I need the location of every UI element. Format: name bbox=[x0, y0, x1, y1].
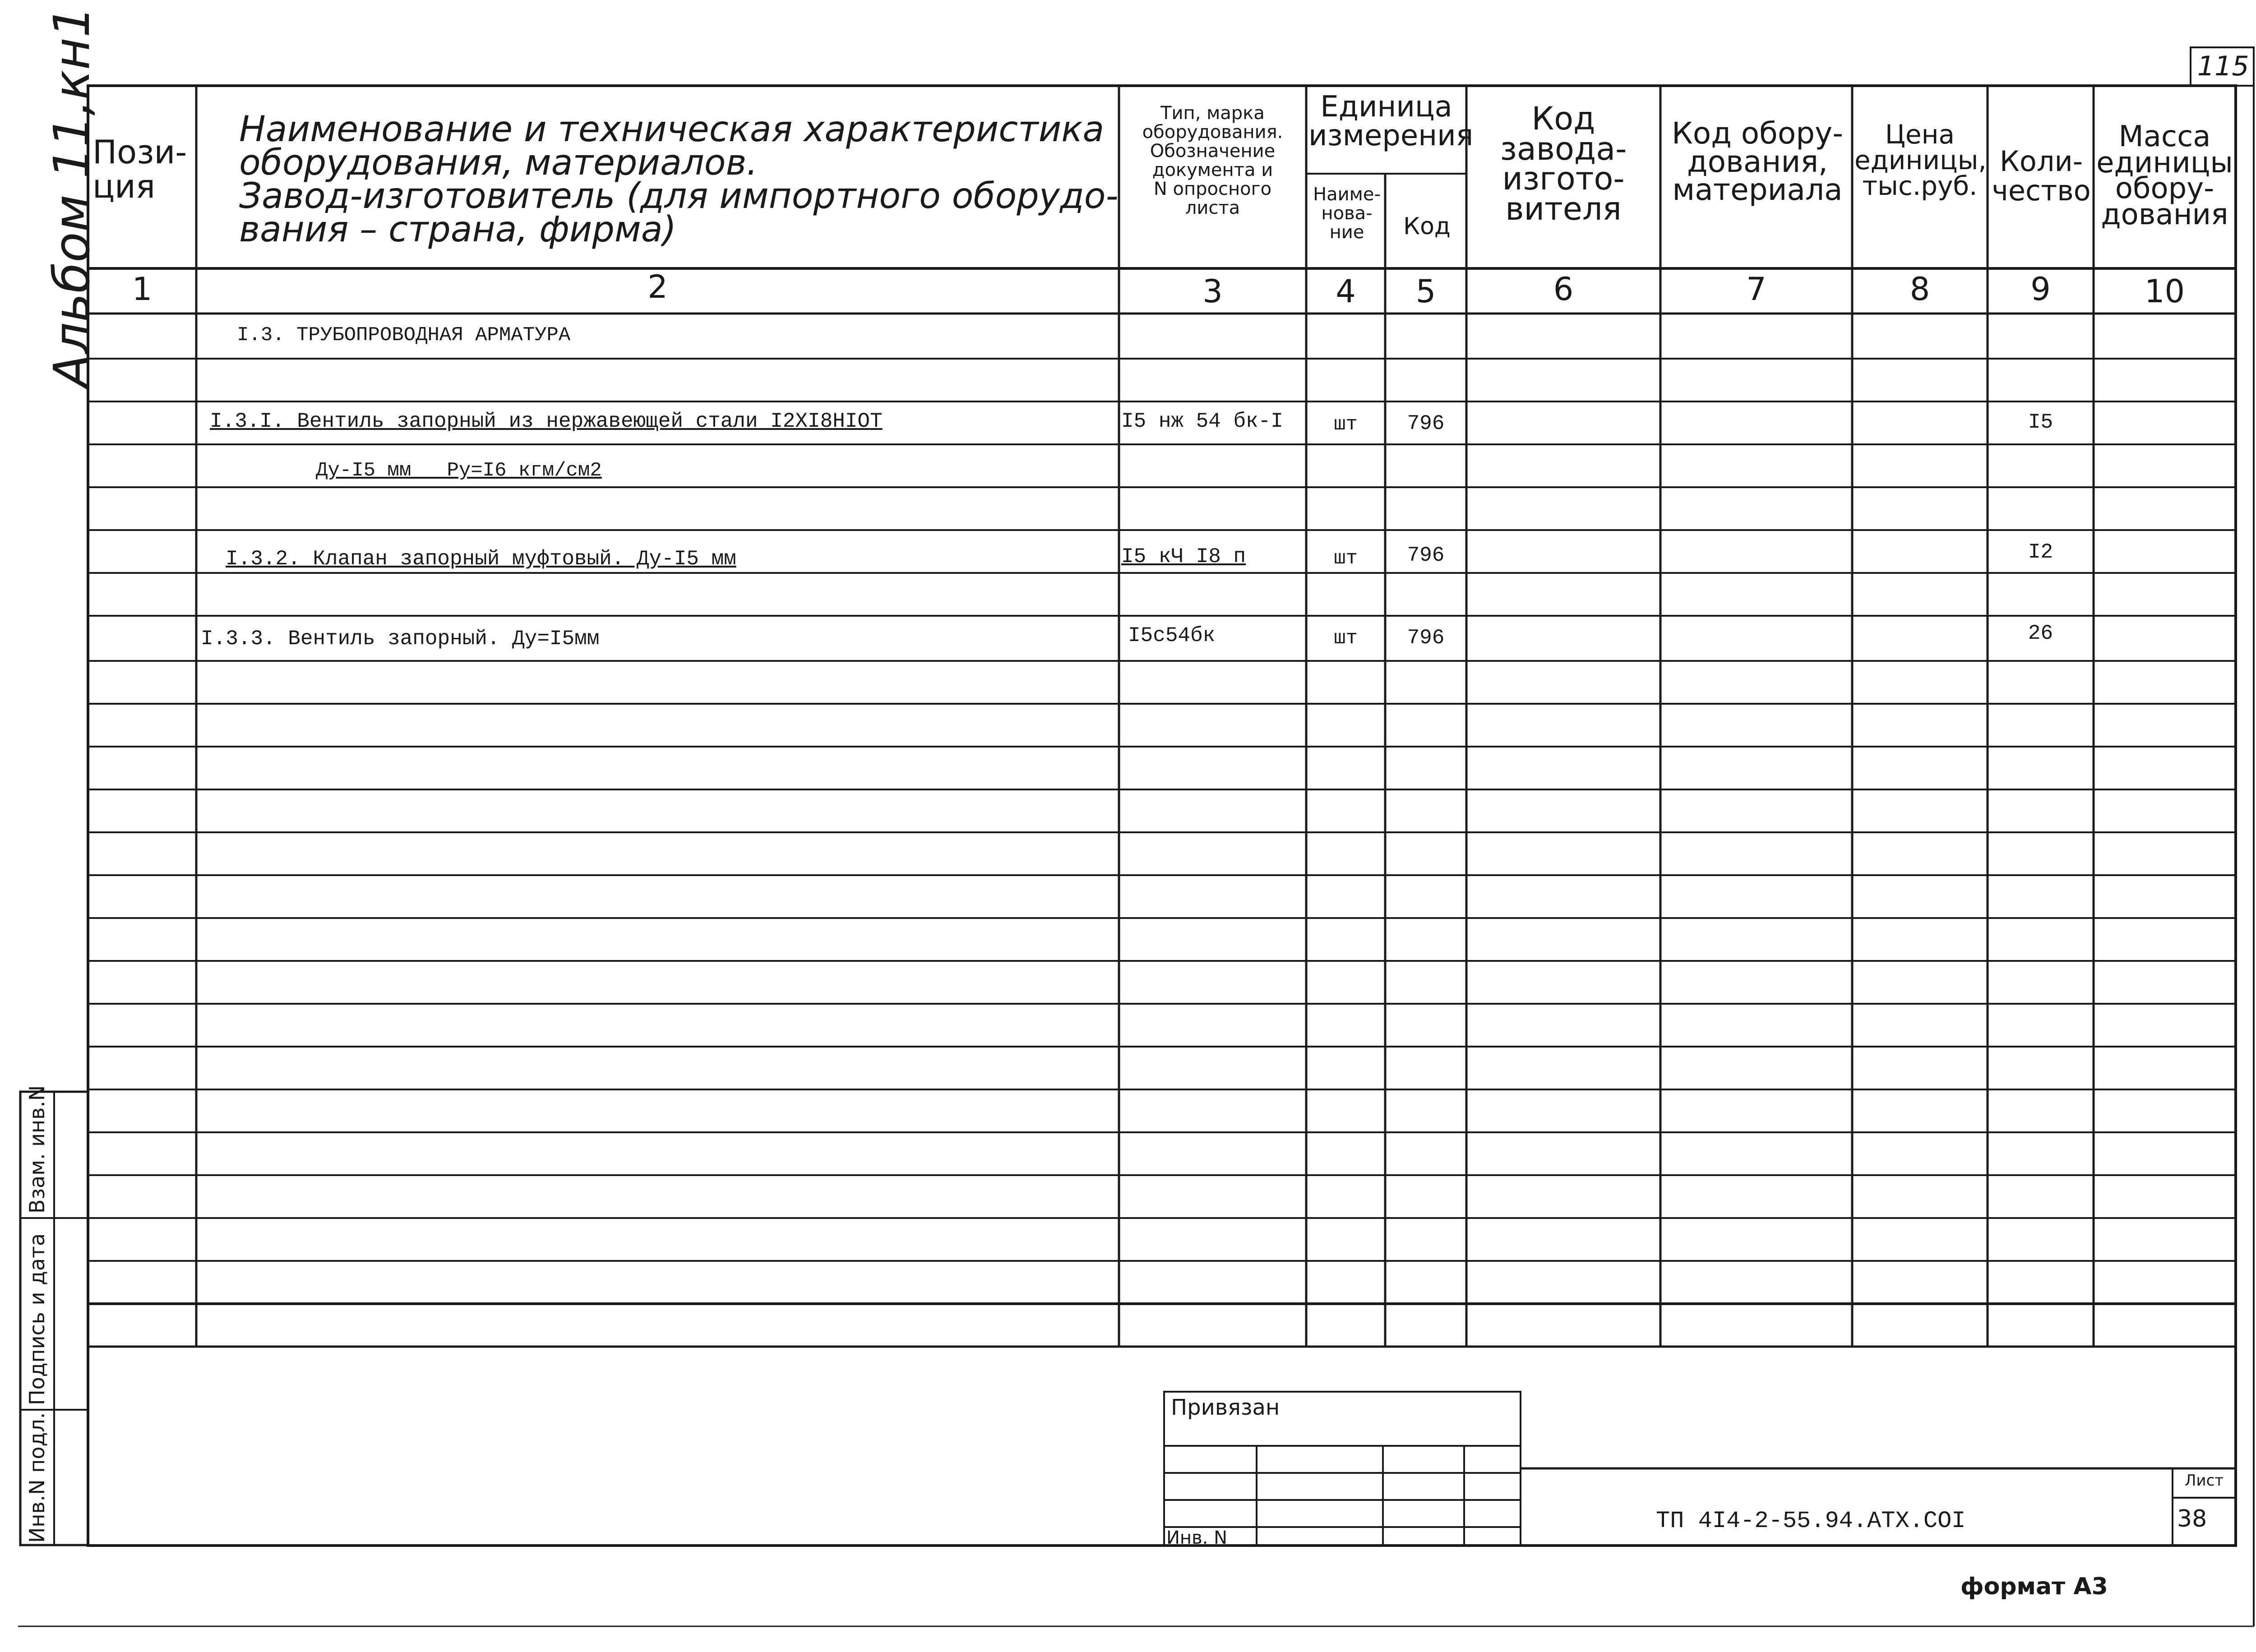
header-quantity: Коли- чество bbox=[1992, 145, 2091, 208]
header-equipment-code: Код обору- дования, материала bbox=[1671, 116, 1844, 208]
row-item-type: I5 нж 54 бк-I bbox=[1121, 410, 1283, 433]
row-item-code: 796 bbox=[1407, 412, 1445, 435]
row-item-unit: шт bbox=[1334, 627, 1358, 650]
column-number: 10 bbox=[2144, 273, 2185, 310]
column-number: 3 bbox=[1202, 273, 1223, 310]
sheet-label: Лист bbox=[2184, 1472, 2224, 1490]
header-mass: Масса единицы обору- дования bbox=[2096, 120, 2233, 231]
row-item-unit: шт bbox=[1334, 547, 1358, 570]
header-price: Цена единицы, тыс.руб. bbox=[1854, 119, 1987, 201]
header-unit-name: Наиме- нова- ние bbox=[1313, 184, 1381, 243]
format-label: формат А3 bbox=[1960, 1573, 2108, 1600]
header-factory-code: Код завода- изгото- вителя bbox=[1500, 100, 1627, 227]
row-item-type: I5c54бк bbox=[1128, 624, 1216, 647]
column-number: 9 bbox=[2030, 271, 2051, 308]
column-number: 5 bbox=[1415, 273, 1436, 310]
header-unit-code: Код bbox=[1403, 213, 1451, 240]
row-item-code: 796 bbox=[1407, 544, 1445, 567]
header-type: Тип, марка оборудования. Обозначение документа и N опросного листа bbox=[1142, 103, 1283, 218]
stamp-privyazan: Привязан bbox=[1171, 1395, 1280, 1420]
row-item-unit: шт bbox=[1334, 413, 1358, 436]
column-number: 4 bbox=[1336, 273, 1356, 310]
side-stamp-replace: Взам. инв.N bbox=[25, 1085, 49, 1214]
header-name: Наименование и техническая характеристика оборудования, материалов. Завод-изготовитель (для импортного оборудо- вания – страна, фирма) bbox=[239, 109, 1119, 250]
row-item-spec: Ду-I5 мм Ру=I6 кгм/см2 bbox=[316, 459, 602, 482]
document-code: ТП 4I4-2-55.94.АТХ.СОI bbox=[1656, 1508, 1966, 1534]
column-number: 7 bbox=[1746, 271, 1766, 308]
side-stamp-signature: Подпись и дата bbox=[25, 1233, 49, 1405]
header-unit-group: Единица измерения bbox=[1308, 90, 1474, 152]
column-number: 2 bbox=[647, 268, 668, 305]
row-item-name: I.3.I. Вентиль запорный из нержавеющей стали I2XI8HIOT bbox=[210, 410, 883, 433]
column-number: 8 bbox=[1909, 271, 1930, 308]
column-number: 1 bbox=[132, 271, 153, 308]
row-item-qty: I5 bbox=[2028, 411, 2053, 434]
album-label: Альбом 11,кн1 bbox=[43, 6, 101, 388]
row-item-type: I5 кЧ I8 п bbox=[1121, 545, 1246, 568]
stamp-inv-label: Инв. N bbox=[1166, 1527, 1227, 1548]
row-item-code: 796 bbox=[1407, 626, 1445, 650]
column-number: 6 bbox=[1553, 271, 1574, 308]
side-stamp-inv: Инв.N подл. bbox=[25, 1412, 49, 1543]
sheet-number: 38 bbox=[2177, 1505, 2207, 1532]
row-item-name: I.3.3. Вентиль запорный. Ду=I5мм bbox=[201, 627, 600, 651]
row-section-title: I.3. ТРУБОПРОВОДНАЯ АРМАТУРА bbox=[237, 324, 571, 346]
row-item-qty: 26 bbox=[2028, 622, 2053, 645]
header-position: Пози- ция bbox=[92, 133, 187, 205]
page-number: 115 bbox=[2197, 51, 2249, 82]
row-item-name: I.3.2. Клапан запорный муфтовый. Ду-I5 мм bbox=[226, 547, 736, 571]
row-item-qty: I2 bbox=[2028, 540, 2053, 564]
